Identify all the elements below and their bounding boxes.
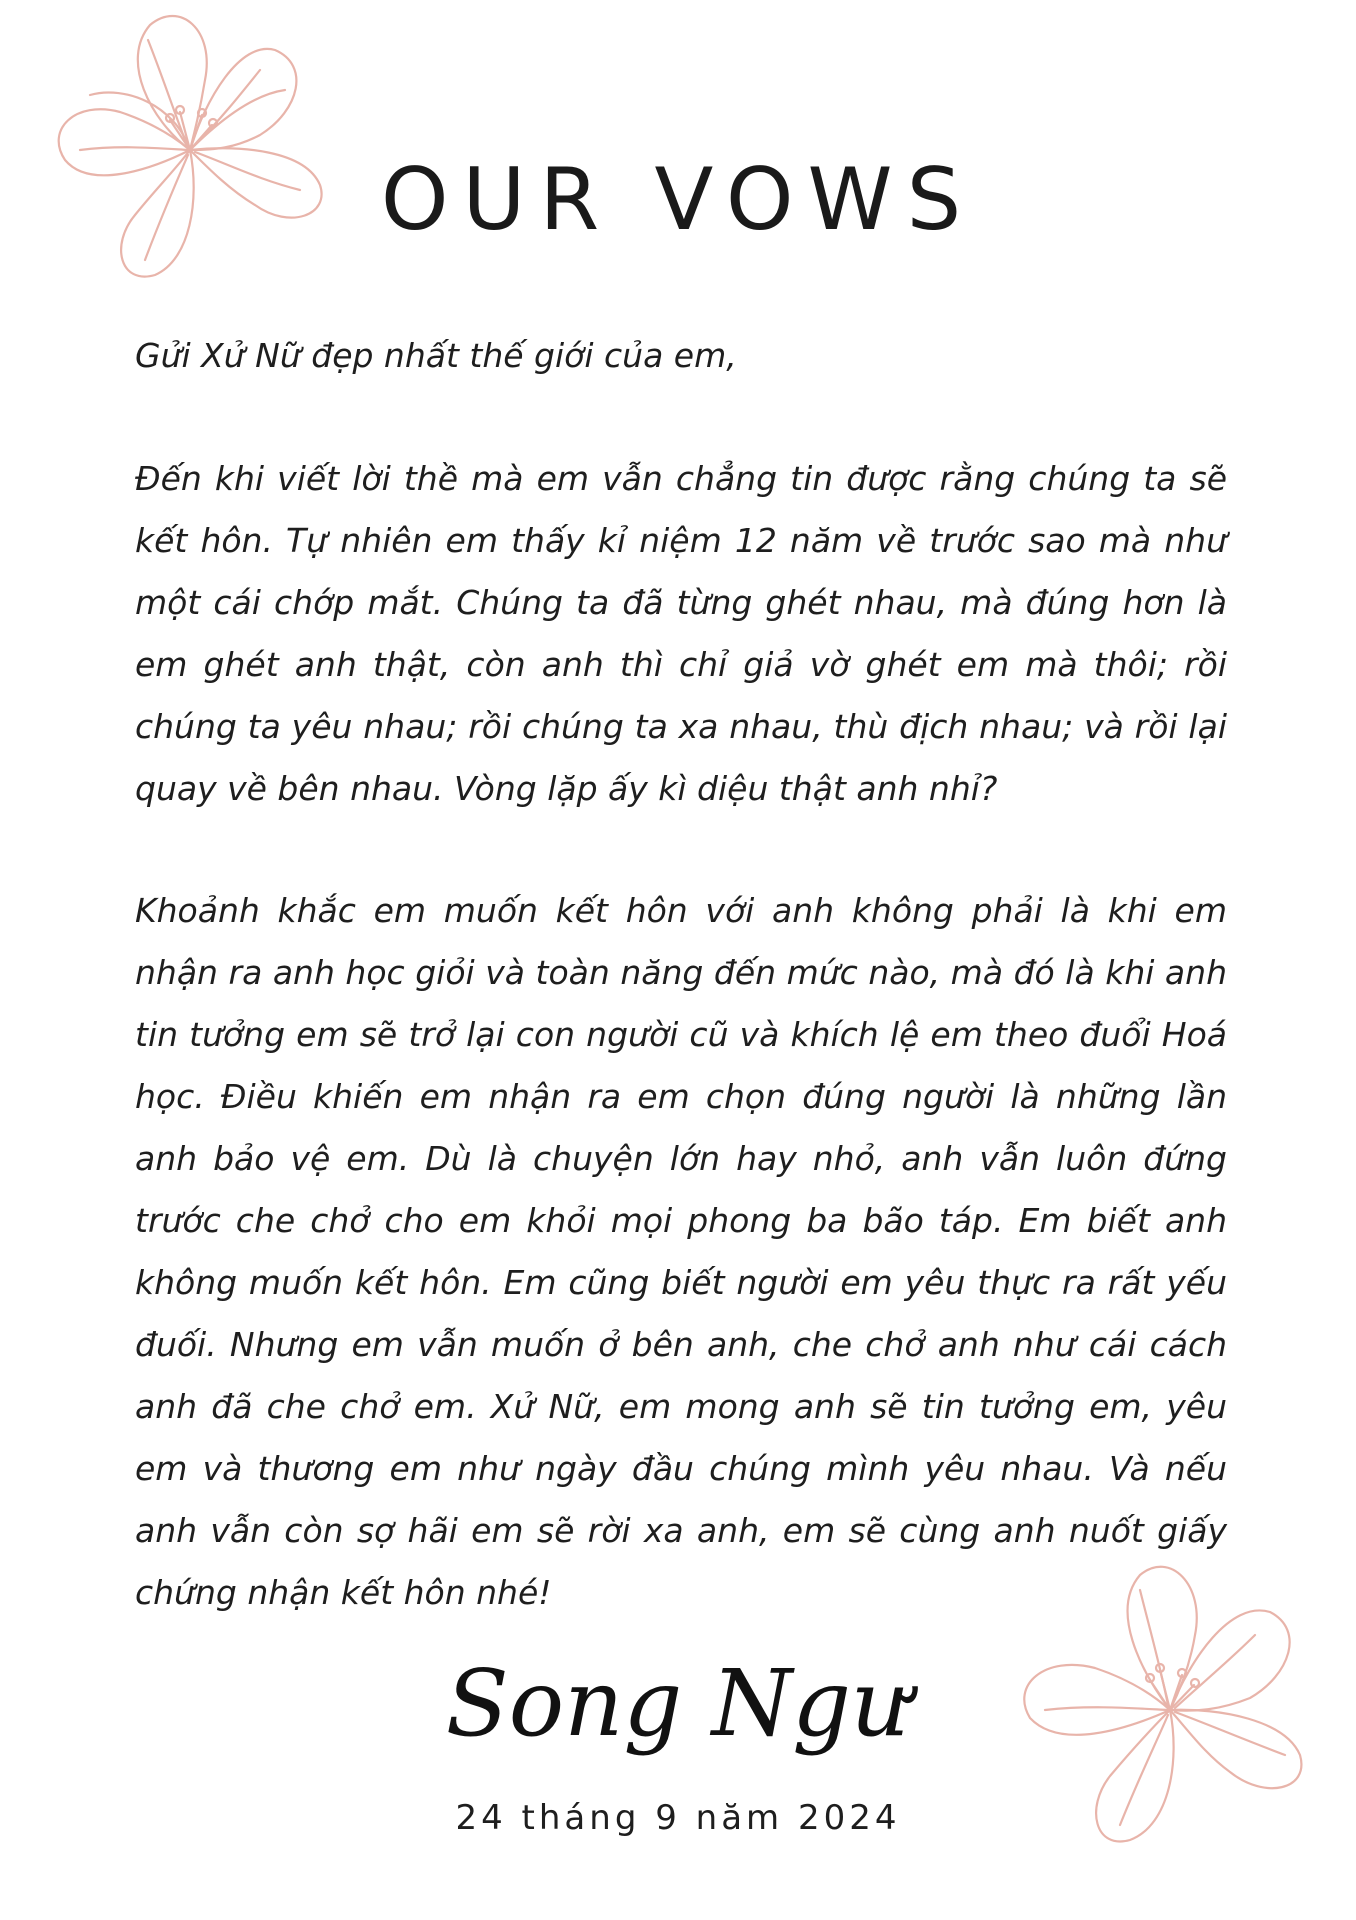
page-title: OUR VOWS bbox=[380, 150, 976, 250]
letter-paragraph: Khoảnh khắc em muốn kết hôn với anh không phải là khi em nhận ra anh học giỏi và toàn năng đến mức nào, mà đó là khi anh tin tưởng em sẽ trở lại con người cũ và khích lệ em theo đuổi Hoá học. Điều khiến em nhận ra em chọn đúng người là những lần anh bảo vệ em. Dù là chuyện lớn hay nhỏ, anh vẫn luôn đứng trước che chở cho em khỏi mọi phong ba bão táp. Em biết anh không muốn kết hôn. Em cũng biết người em yêu thực ra rất yếu đuối. Nhưng em vẫn muốn ở bên anh, che chở anh như cái cách anh đã che chở em. Xử Nữ, em mong anh sẽ tin tưởng em, yêu em và thương em như ngày đầu chúng mình yêu nhau. Và nếu anh vẫn còn sợ hãi em sẽ rời xa anh, em sẽ cùng anh nuốt giấy chứng nhận kết hôn nhé! bbox=[135, 891, 1227, 1612]
letter-paragraph: Đến khi viết lời thề mà em vẫn chẳng tin được rằng chúng ta sẽ kết hôn. Tự nhiên em thấy kỉ niệm 12 năm về trước sao mà như một cái chớp mắt. Chúng ta đã từng ghét nhau, mà đúng hơn là em ghét anh thật, còn anh thì chỉ giả vờ ghét em mà thôi; rồi chúng ta yêu nhau; rồi chúng ta xa nhau, thù địch nhau; và rồi lại quay về bên nhau. Vòng lặp ấy kì diệu thật anh nhỉ? bbox=[135, 459, 1227, 808]
letter-greeting: Gửi Xử Nữ đẹp nhất thế giới của em, bbox=[135, 336, 737, 375]
letter-date: 24 tháng 9 năm 2024 bbox=[455, 1798, 901, 1838]
signature: Song Ngư bbox=[445, 1650, 911, 1757]
